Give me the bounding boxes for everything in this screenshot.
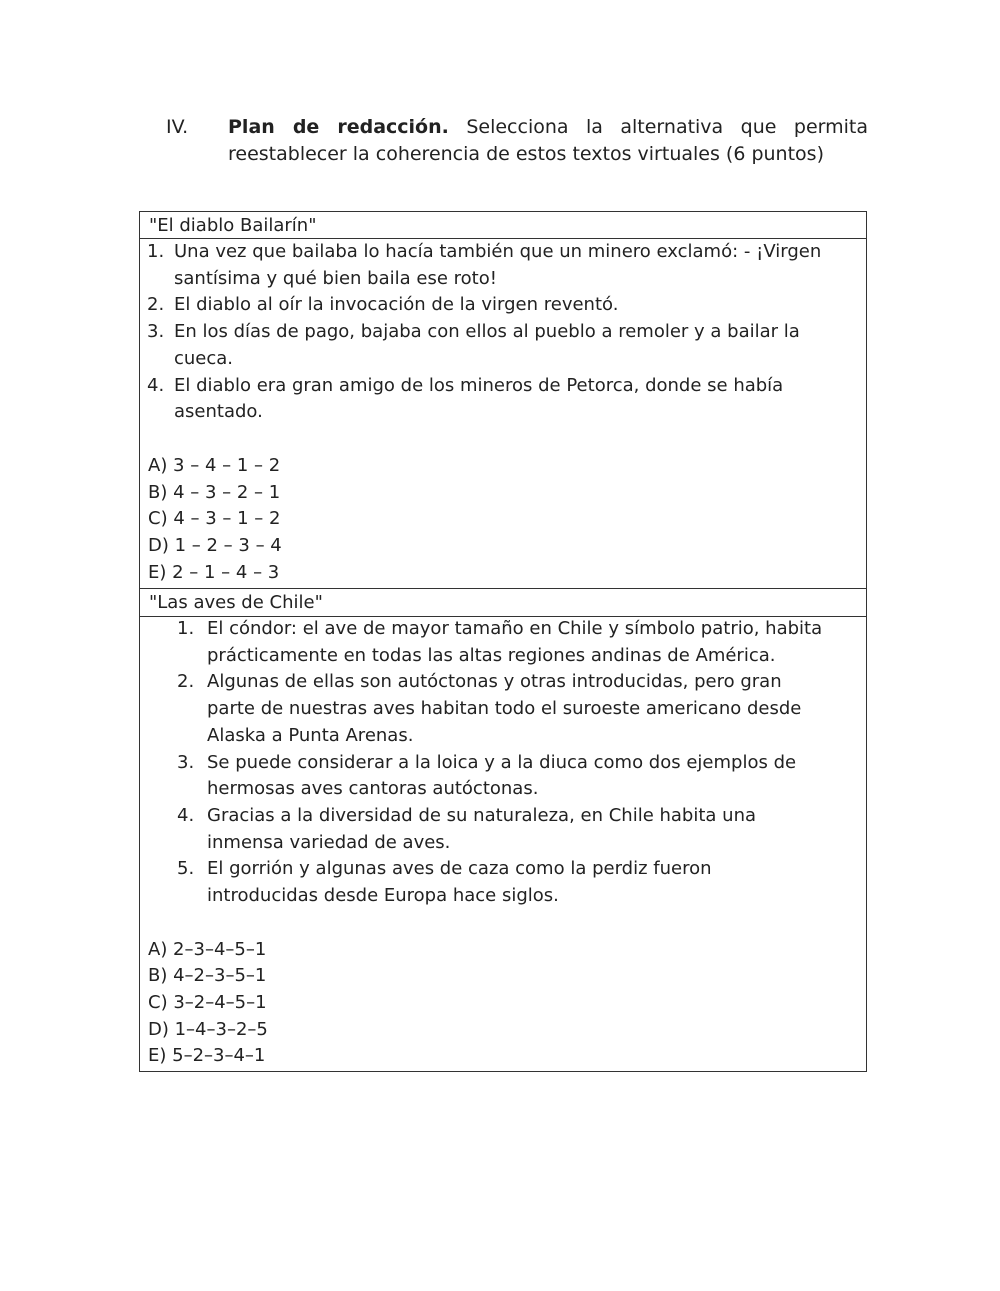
question1-body: [140, 239, 866, 586]
option-c[interactable]: C) 4 – 3 – 1 – 2: [148, 508, 281, 530]
item-number: 5.: [177, 858, 195, 880]
list-item: [140, 616, 826, 669]
question1-options: [140, 453, 866, 586]
item-text: En los días de pago, bajaba con ellos al pueblo a remoler y a bailar la cueca.: [174, 321, 800, 369]
option-d[interactable]: D) 1–4–3–2–5: [148, 1018, 268, 1040]
item-text: El cóndor: el ave de mayor tamaño en Chile y símbolo patrio, habita prácticamente en todas las altas regiones andinas de América.: [207, 618, 823, 666]
item-number: 4.: [147, 374, 165, 396]
option-c[interactable]: C) 3–2–4–5–1: [148, 992, 267, 1014]
question2-body: [140, 616, 866, 1070]
item-text: Una vez que bailaba lo hacía también que un minero exclamó: - ¡Virgen santísima y qué bien baila ese roto!: [174, 241, 822, 289]
item-text: El diablo al oír la invocación de la virgen reventó.: [174, 294, 619, 316]
item-number: 3.: [177, 751, 195, 773]
item-number: 3.: [147, 321, 165, 343]
section-number: IV.: [166, 116, 189, 138]
option-a[interactable]: A) 3 – 4 – 1 – 2: [148, 454, 281, 476]
option-b[interactable]: B) 4–2–3–5–1: [148, 965, 267, 987]
question1-title: "El diablo Bailarín": [140, 212, 866, 239]
list-item: [140, 856, 826, 909]
option-e[interactable]: E) 5–2–3–4–1: [148, 1045, 266, 1067]
item-text: El gorrión y algunas aves de caza como la perdiz fueron introducidas desde Europa hace siglos.: [207, 858, 712, 907]
item-number: 1.: [147, 241, 165, 262]
questions-table: [139, 211, 867, 1072]
list-item: [140, 292, 846, 319]
item-text: Gracias a la diversidad de su naturaleza, en Chile habita una inmensa variedad de aves.: [207, 804, 757, 853]
list-item: [140, 750, 826, 803]
item-number: 1.: [177, 618, 195, 639]
option-a[interactable]: A) 2–3–4–5–1: [148, 938, 267, 960]
option-e[interactable]: E) 2 – 1 – 4 – 3: [148, 561, 280, 583]
item-text: El diablo era gran amigo de los mineros de Petorca, donde se había asentado.: [174, 374, 784, 423]
question2-list: [140, 616, 866, 910]
question1-list: [140, 239, 866, 426]
list-item: [140, 669, 826, 749]
list-item: [140, 239, 846, 292]
list-item: [140, 373, 846, 426]
item-text: Algunas de ellas son autóctonas y otras introducidas, pero gran parte de nuestras aves habitan todo el suroeste americano desde Alaska a Punta Arenas.: [207, 671, 802, 746]
section-instruction-block: [228, 114, 868, 168]
section-header: [166, 114, 868, 168]
question2-title: "Las aves de Chile": [140, 588, 866, 617]
item-number: 2.: [147, 294, 165, 316]
list-item: [140, 319, 846, 372]
option-d[interactable]: D) 1 – 2 – 3 – 4: [148, 534, 282, 556]
list-item: [140, 803, 826, 856]
item-text: Se puede considerar a la loica y a la diuca como dos ejemplos de hermosas aves cantoras autóctonas.: [207, 751, 797, 800]
question2-options: [140, 937, 866, 1070]
section-title: Plan de redacción.: [228, 116, 449, 138]
item-number: 2.: [177, 671, 195, 693]
item-number: 4.: [177, 804, 195, 826]
section-instruction: Selecciona la alternativa que permita reestablecer la coherencia de estos textos virtuales (6 puntos): [228, 116, 869, 165]
option-b[interactable]: B) 4 – 3 – 2 – 1: [148, 481, 281, 503]
